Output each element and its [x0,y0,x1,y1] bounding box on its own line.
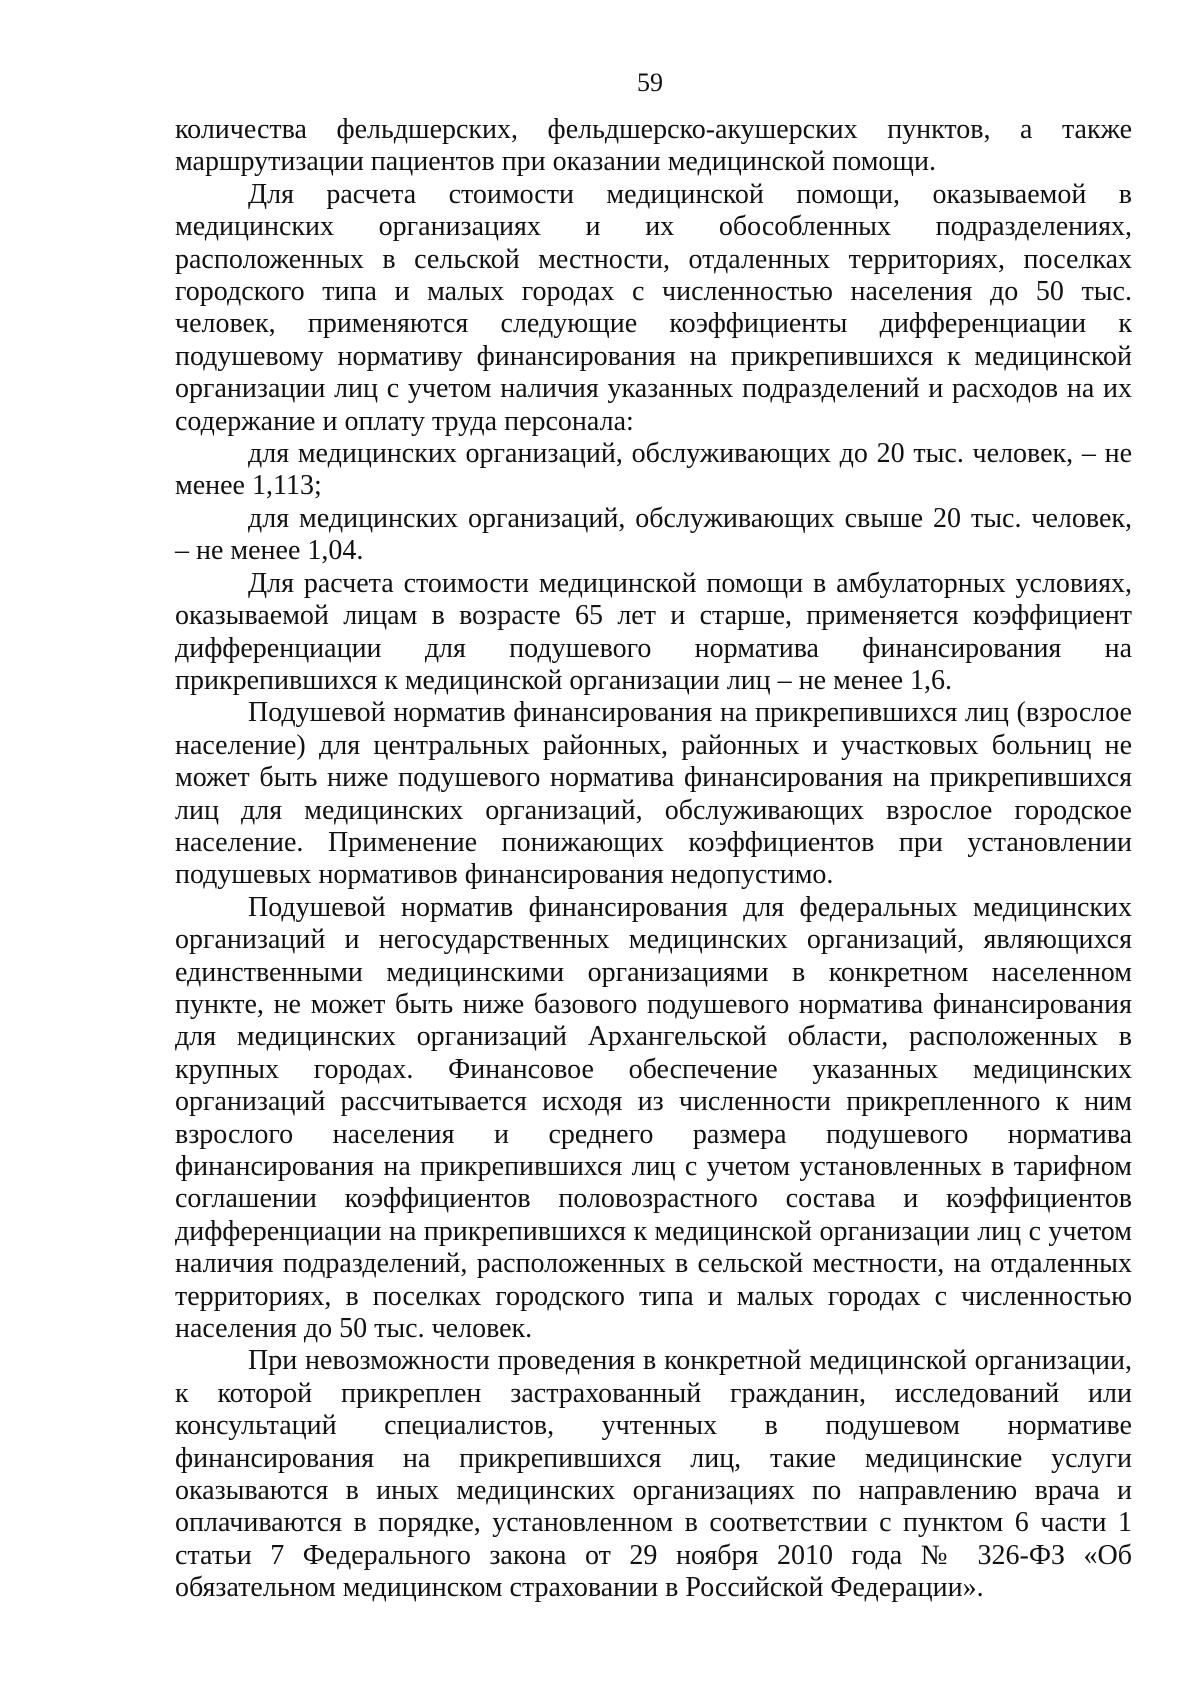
page-number: 59 [637,68,663,97]
paragraph-cost-calculation-rural: Для расчета стоимости медицинской помощи, оказываемой в медицинских организациях и их обособленных подразделениях, расположенных в сельской местности, отдаленных территориях, поселках городского типа и малых городах с численностью населения до 50 тыс. человек, применяются следующие коэффициенты дифференциации к подушевому нормативу финансирования на прикрепившихся к медицинской организации лиц с учетом наличия указанных подразделений и расходов на их содержание и оплату труда персонала: [175,178,1132,437]
document-body [175,114,1132,1605]
paragraph-federal-organizations: Подушевой норматив финансирования для федеральных медицинских организаций и негосударственных медицинских организаций, являющихся единственными медицинскими организациями в конкретном населенном пункте, не может быть ниже базового подушевого норматива финансирования для медицинских организаций Архангельской области, расположенных в крупных городах. Финансовое обеспечение указанных медицинских организаций рассчитывается исходя из численности прикрепленного к ним взрослого населения и среднего размера подушевого норматива финансирования на прикрепившихся лиц с учетом установленных в тарифном соглашении коэффициентов половозрастного состава и коэффициентов дифференциации на прикрепившихся к медицинской организации лиц с учетом наличия подразделений, расположенных в сельской местности, на отдаленных территориях, в поселках городского типа и малых городах с численностью населения до 50 тыс. человек. [175,891,1132,1345]
paragraph-continuation: количества фельдшерских, фельдшерско-акушерских пунктов, а также маршрутизации пациентов при оказании медицинской помощи. [175,114,1132,178]
paragraph-district-hospitals: Подушевой норматив финансирования на прикрепившихся лиц (взрослое население) для центральных районных, районных и участковых больниц не может быть ниже подушевого норматива финансирования на прикрепившихся лиц для медицинских организаций, обслуживающих взрослое городское население. Применение понижающих коэффициентов при установлении подушевых нормативов финансирования недопустимо. [175,697,1132,891]
paragraph-referral-services: При невозможности проведения в конкретной медицинской организации, к которой прикреплен застрахованный гражданин, исследований или консультаций специалистов, учтенных в подушевом нормативе финансирования на прикрепившихся лиц, такие медицинские услуги оказываются в иных медицинских организациях по направлению врача и оплачиваются в порядке, установленном в соответствии с пунктом 6 части 1 статьи 7 Федерального закона от 29 ноября 2010 года № 326-ФЗ «Об обязательном медицинском страховании в Российской Федерации». [175,1345,1132,1604]
paragraph-coefficient-over-20k: для медицинских организаций, обслуживающих свыше 20 тыс. человек, – не менее 1,04. [175,502,1132,567]
paragraph-coefficient-up-to-20k: для медицинских организаций, обслуживающих до 20 тыс. человек, – не менее 1,113; [175,438,1132,502]
paragraph-coefficient-65-plus: Для расчета стоимости медицинской помощи в амбулаторных условиях, оказываемой лицам в возрасте 65 лет и старше, применяется коэффициент дифференциации для подушевого норматива финансирования на прикрепившихся к медицинской организации лиц – не менее 1,6. [175,567,1132,696]
